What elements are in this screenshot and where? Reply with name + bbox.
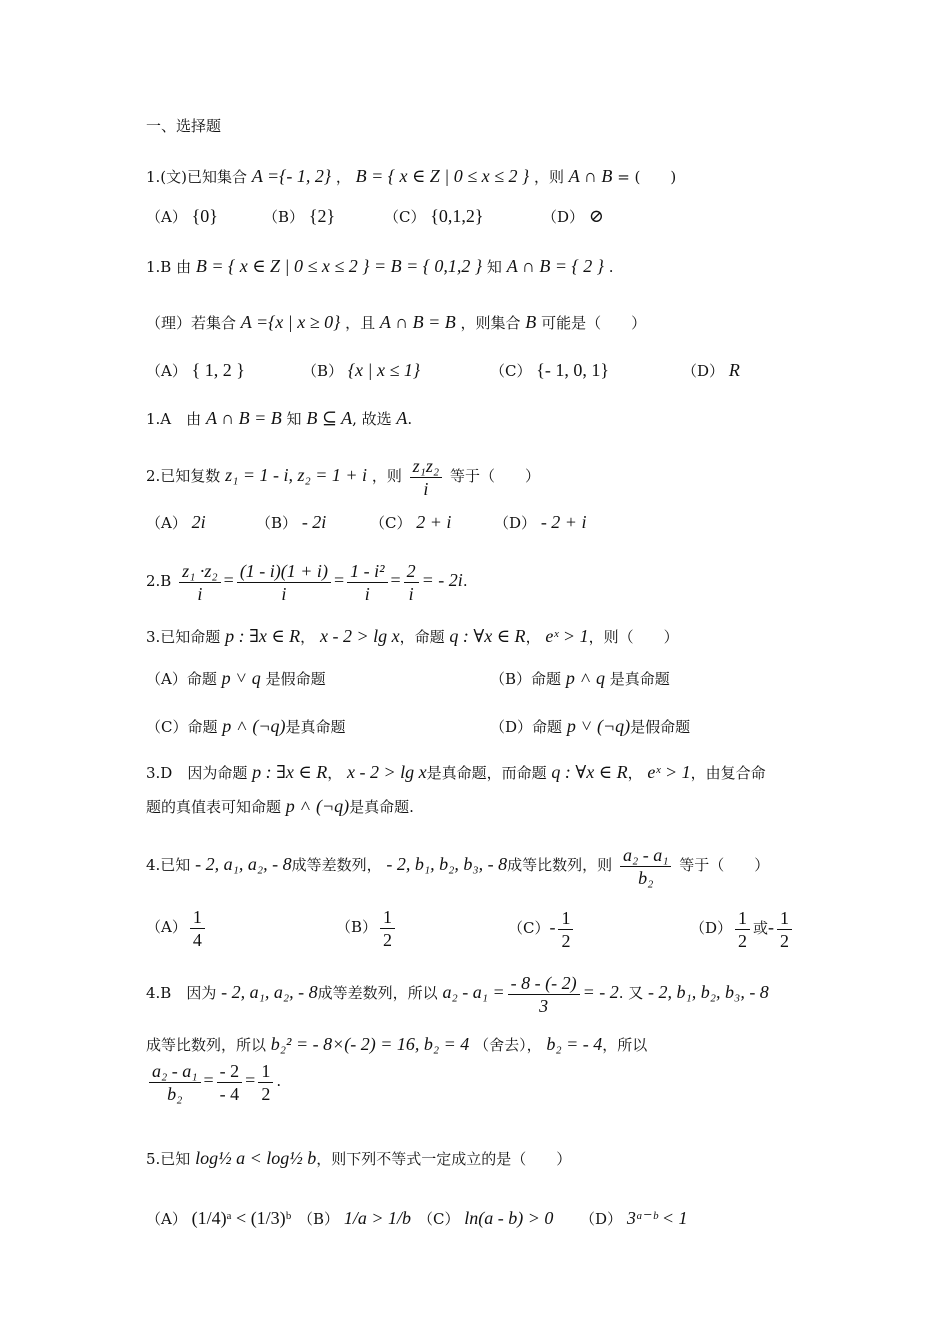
fraction-denominator: i [281,583,287,604]
q5-option-b [298,1208,411,1229]
answer-fraction [179,560,221,605]
option-label: （B） [336,918,378,936]
answer-text: , 故选 [352,410,392,428]
q4-answer-line2 [146,1034,647,1055]
q4-option-c [508,904,576,952]
option-value: {0} [191,206,218,226]
question-2 [146,452,540,500]
fraction-denominator: b₂ [167,1083,183,1104]
q1l-option-c [490,360,609,381]
q1l-answer [146,408,412,429]
option-label: （A） [146,362,187,380]
q3-proposition-p-ineq: x - 2 > lg x [319,626,400,646]
answer-end: . [276,1072,282,1090]
answer-text: . 又 [618,984,644,1002]
option-label: （C） [370,514,412,532]
answer-math: x - 2 > lg x [347,762,427,782]
fraction-numerator: - 8 - (- 2) [508,972,580,995]
q1l-text: ，则集合 [460,314,521,332]
q3-option-a [146,668,326,689]
answer-text: 成等差数列，所以 [317,984,438,1002]
answer-end: . [462,572,468,590]
answer-math: - 2, b₁, b₂, b₃, - 8 [648,982,769,1002]
q1l-prefix: （理）若集合 [146,314,237,332]
question-4 [146,840,769,889]
q1w-tail: = ( ) [617,168,677,186]
option-value: ln(a - b) > 0 [464,1208,554,1228]
q2-given: z₁ = 1 - i, z₂ = 1 + i [225,465,368,485]
q3-answer-line1 [146,762,766,783]
option-label: （B） [263,208,305,226]
answer-fraction [508,972,580,1017]
fraction-numerator: (1 - i)(1 + i) [237,560,331,583]
q3-text: ， [525,628,541,646]
option-fraction [190,906,205,951]
q3-text: ，命题 [399,628,445,646]
q3-tail: ，则（ ） [588,628,679,646]
option-label: （C） [508,919,550,937]
option-fraction [777,907,792,952]
answer-fraction [404,560,419,605]
option-value: ⊘ [588,206,604,226]
answer-end: . [407,410,413,428]
answer-math: A ∩ B = { 2 } [506,256,604,276]
q2-fraction [410,455,443,500]
option-text: 是真命题 [609,670,670,688]
q2-prefix: 2.已知复数 [146,467,221,485]
q3-answer-line2 [146,796,414,817]
option-label: （A） [146,208,187,226]
q5-option-d [580,1208,687,1229]
q1l-option-b [302,360,420,381]
q2-option-d [494,512,586,533]
option-label: （A） [146,1210,187,1228]
fraction-numerator: a₂ - a₁ [620,844,672,867]
option-label: （A） [146,918,187,936]
answer-math: B = { x ∈ Z | 0 ≤ x ≤ 2 } = B = { 0,1,2 } [195,256,483,276]
option-value: 2 + i [416,512,452,532]
question-1-wen [146,166,676,187]
q4-tail: 等于（ ） [679,856,770,874]
option-label: （D）命题 [490,718,563,736]
fraction-numerator: 1 [558,907,573,930]
answer-math: b₂² = - 8×(- 2) = 16, b₂ = 4 [270,1034,470,1054]
answer-text: 知 [486,258,502,276]
q4-answer-line1 [146,968,769,1017]
option-fraction [735,907,750,952]
option-label: （B）命题 [490,670,562,688]
q4-option-d [690,904,795,952]
option-value: - 2 + i [540,512,587,532]
option-math: p ˅ q [221,668,261,688]
answer-text: （舍去）， [474,1036,542,1054]
option-value: 2i [191,512,206,532]
option-value: {x | x ≤ 1} [347,360,421,380]
q1w-then: ，则 [533,168,564,186]
q3-proposition-q-ineq: eˣ > 1 [545,626,589,646]
answer-fraction [347,560,387,605]
fraction-numerator: 1 - i² [347,560,387,583]
answer-prefix: 3.D 因为命题 [146,764,248,782]
fraction-numerator: 1 [380,906,395,929]
answer-math: = - 2 [582,982,619,1002]
q4-seq-arithmetic: - 2, a₁, a₂, - 8 [195,854,292,874]
fraction-denominator: b₂ [638,867,654,888]
answer-text: 是真命题，而命题 [426,764,547,782]
option-text: 是真命题 [285,718,346,736]
option-value: {2} [308,206,336,226]
fraction-numerator: 1 [258,1060,273,1083]
answer-text: 是真命题. [349,798,414,816]
q3-proposition-p: p : ∃x ∈ R [225,626,301,646]
q2-option-b [256,512,326,533]
option-label: （C） [384,208,426,226]
q3-option-c [146,716,346,737]
q1l-set-b: B [525,312,537,332]
fraction-numerator: 1 [735,907,750,930]
answer-math: a₂ - a₁ = [442,982,505,1002]
option-value: 3ᵃ⁻ᵇ < 1 [626,1208,688,1228]
answer-math: - 2, a₁, a₂, - 8 [221,982,318,1002]
q3-prefix: 3.已知命题 [146,628,221,646]
option-label: （B） [256,514,298,532]
q5-tail: ，则下列不等式一定成立的是（ ） [316,1150,572,1168]
q5-option-c [418,1208,553,1229]
answer-text: ，由复合命 [690,764,766,782]
q1w-option-a [146,206,218,227]
answer-result: = - 2i [421,570,463,590]
section-title: 一、选择题 [146,117,222,135]
option-value: (1/4)ᵃ < (1/3)ᵇ [191,1208,292,1228]
option-math: p ˅ (¬q) [566,716,631,736]
option-fraction [558,907,573,952]
q4-fraction [620,844,672,889]
fraction-denominator: - 4 [219,1083,240,1104]
q1l-text: ，且 [345,314,376,332]
answer-choice: A [396,408,408,428]
answer-text: 知 [286,410,302,428]
fraction-denominator: 2 [780,930,790,951]
answer-prefix: 4.B 因为 [146,984,217,1002]
fraction-numerator: 1 [777,907,792,930]
answer-math: p ˄ (¬q) [285,796,350,816]
q1l-condition: A ∩ B = B [379,312,456,332]
fraction-denominator: i [408,583,414,604]
fraction-denominator: 2 [561,930,571,951]
option-label: （D） [690,919,733,937]
q1l-option-a [146,360,245,381]
answer-math: B ⊆ A [306,408,353,428]
fraction-denominator: 4 [192,929,202,950]
q5-option-a [146,1208,291,1229]
answer-text: ， [627,764,643,782]
answer-fraction [258,1060,273,1105]
q1w-set-b: B = { x ∈ Z | 0 ≤ x ≤ 2 } [355,166,530,186]
q3-text: ， [300,628,316,646]
q1w-option-c [384,206,484,227]
q2-tail: 等于（ ） [449,467,540,485]
option-label: （C）命题 [146,718,218,736]
q1w-prefix: 1.(文)已知集合 [146,168,248,186]
option-math: p ˄ q [565,668,605,688]
q4-option-a [146,904,208,951]
answer-math: eˣ > 1 [647,762,691,782]
option-fraction [380,906,395,951]
question-3 [146,626,679,647]
option-math: p ˄ (¬q) [222,716,286,736]
option-value: R [728,360,740,380]
option-label: （D） [494,514,537,532]
answer-fraction [149,1060,201,1105]
fraction-denominator: 3 [539,995,549,1016]
answer-text: 题的真值表可知命题 [146,798,282,816]
option-sign: - [768,917,775,937]
fraction-numerator: a₂ - a₁ [149,1060,201,1083]
answer-math: q : ∀x ∈ R [551,762,628,782]
option-value: {0,1,2} [430,206,484,226]
option-value: {- 1, 0, 1} [536,360,610,380]
option-or: 或 [753,919,769,937]
fraction-denominator: i [197,583,203,604]
option-label: （C） [418,1210,460,1228]
q2-option-a [146,512,206,533]
fraction-numerator: z₁ ·z₂ [179,560,221,583]
q2-text: ，则 [371,467,402,485]
q4-text: 成等差数列， [291,856,382,874]
fraction-numerator: 1 [190,906,205,929]
option-label: （B） [302,362,344,380]
fraction-numerator: z₁z₂ [410,455,443,478]
answer-end: . [608,258,614,276]
q3-option-b [490,668,670,689]
q1w-a-cap-b: A ∩ B [568,166,613,186]
option-label: （A） [146,514,187,532]
fraction-numerator: - 2 [217,1060,243,1083]
answer-math: p : ∃x ∈ R [252,762,328,782]
q1w-comma: ， [335,168,351,186]
fraction-denominator: 2 [261,1083,271,1104]
q1w-set-a: A ={- 1, 2} [251,166,332,186]
answer-fraction [237,560,331,605]
answer-text: 成等比数列，所以 [146,1036,267,1054]
option-text: 是假命题 [630,718,691,736]
q4-answer-line3: $\frac{\text{a₂ - a₁}}{\text{b₂}}$ = $\frac{- 2}{- 4}$ = $\frac{1}{2}$ . [146,1056,281,1105]
q1l-tail: 可能是（ ） [541,314,647,332]
answer-math: A ∩ B = B [205,408,282,428]
answer-text: ，所以 [602,1036,648,1054]
answer-prefix: 1.A 由 [146,410,202,428]
q2-answer: 2.B $\frac{\text{z₁ ·z₂}}{i}$ = $\frac{(1 - i)(1 + i)}{i}$ = $\frac{\text{1 - i²}}{i}$ = $\frac{2}{i}$ = - 2i. [146,560,468,604]
option-label: （A）命题 [146,670,217,688]
q4-seq-geometric: - 2, b₁, b₂, b₃, - 8 [386,854,508,874]
fraction-numerator: 2 [404,560,419,583]
option-text: 是假命题 [265,670,326,688]
q4-option-b [336,904,398,951]
q3-option-d [490,716,690,737]
question-5 [146,1148,571,1169]
q1l-option-d [682,360,740,381]
q5-condition: log½ a < log½ b [195,1148,317,1168]
option-label: （D） [542,208,585,226]
option-sign: - [549,917,556,937]
q2-option-c [370,512,451,533]
fraction-denominator: i [364,583,370,604]
q1w-option-b [263,206,335,227]
q4-prefix: 4.已知 [146,856,191,874]
question-1-li [146,312,646,333]
answer-math: b₂ = - 4 [546,1034,603,1054]
option-label: （B） [298,1210,340,1228]
fraction-denominator: 2 [738,930,748,951]
option-label: （D） [682,362,725,380]
answer-fraction [217,1060,243,1105]
answer-prefix: 1.B 由 [146,258,192,276]
fraction-denominator: i [423,478,429,499]
option-label: （D） [580,1210,623,1228]
answer-prefix: 2.B [146,572,172,590]
q1l-set-a: A ={x | x ≥ 0} [240,312,341,332]
option-value: 1/a > 1/b [343,1208,411,1228]
q1w-option-d [542,206,604,227]
option-value: { 1, 2 } [191,360,245,380]
q3-proposition-q: q : ∀x ∈ R [449,626,526,646]
q5-prefix: 5.已知 [146,1150,191,1168]
option-value: - 2i [301,512,327,532]
fraction-denominator: 2 [383,929,393,950]
option-label: （C） [490,362,532,380]
q1w-answer [146,256,614,277]
answer-text: ， [327,764,343,782]
q4-text: 成等比数列，则 [507,856,613,874]
